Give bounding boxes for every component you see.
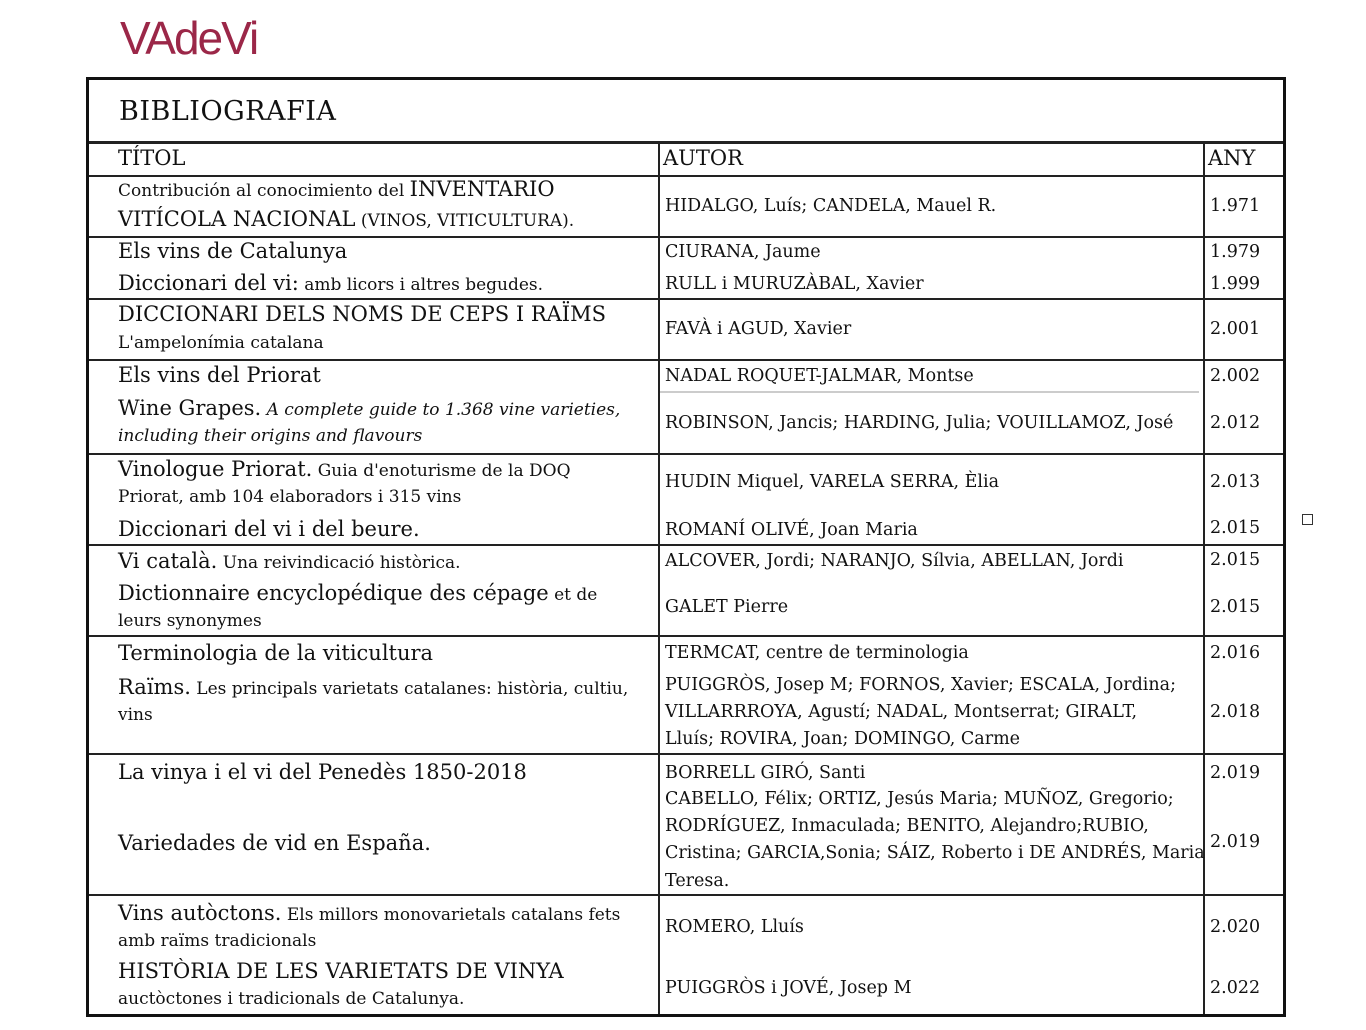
entry-title: Diccionari del vi i del beure. xyxy=(118,517,420,541)
entry-title: HISTÒRIA DE LES VARIETATS DE VINYA xyxy=(118,959,564,983)
entry-year: 1.971 xyxy=(1210,196,1261,216)
entry-subtitle: auctòctones i tradicionals de Catalunya. xyxy=(118,989,465,1009)
entry-title: Els vins de Catalunya xyxy=(118,239,348,263)
entry-author-line: Cristina; GARCIA,Sonia; SÁIZ, Roberto i DE ANDRÉS, Maria xyxy=(665,843,1205,863)
entry-author: FAVÀ i AGUD, Xavier xyxy=(665,319,852,339)
entry-author: HIDALGO, Luís; CANDELA, Mauel R. xyxy=(665,196,997,216)
entry-year: 2.015 xyxy=(1210,518,1261,538)
selection-handle[interactable] xyxy=(1302,514,1313,525)
table-heading: BIBLIOGRAFIA xyxy=(119,96,337,127)
entry-author: PUIGGRÒS i JOVÉ, Josep M xyxy=(665,978,912,998)
entry-author-line: PUIGGRÒS, Josep M; FORNOS, Xavier; ESCALA, Jordina; xyxy=(665,675,1176,695)
entry-author: CIURANA, Jaume xyxy=(665,242,821,262)
entry-title: DICCIONARI DELS NOMS DE CEPS I RAÏMS xyxy=(118,302,606,326)
entry-author-line: Lluís; ROVIRA, Joan; DOMINGO, Carme xyxy=(665,729,1021,749)
entry-year: 1.999 xyxy=(1210,274,1261,294)
entry-subtitle: including their origins and flavours xyxy=(118,426,423,446)
bibliography-table xyxy=(86,77,1286,1017)
row-divider xyxy=(89,544,1283,546)
entry-author-line: RODRÍGUEZ, Inmaculada; BENITO, Alejandro;RUBIO, xyxy=(665,816,1149,836)
entry-subtitle: L'ampelonímia catalana xyxy=(118,333,324,353)
row-divider xyxy=(89,635,1283,637)
entry-subtitle: vins xyxy=(118,705,153,725)
column-header-year: ANY xyxy=(1208,146,1256,170)
column-divider xyxy=(658,142,660,1014)
entry-year: 2.022 xyxy=(1210,978,1261,998)
entry-year: 2.013 xyxy=(1210,472,1261,492)
entry-year: 2.019 xyxy=(1210,832,1261,852)
column-divider xyxy=(1203,142,1205,1014)
entry-year: 2.015 xyxy=(1210,550,1261,570)
entry-year: 2.001 xyxy=(1210,319,1261,339)
vadevi-logo: VAdeVi xyxy=(120,12,258,64)
entry-title: Vinologue Priorat. Guia d'enoturisme de la DOQ xyxy=(118,457,571,481)
row-divider xyxy=(89,298,1283,300)
entry-year: 2.018 xyxy=(1210,702,1261,722)
entry-subtitle: Priorat, amb 104 elaboradors i 315 vins xyxy=(118,487,462,507)
row-divider xyxy=(89,359,1283,361)
entry-title: VITÍCOLA NACIONAL (VINOS, VITICULTURA). xyxy=(118,207,575,231)
entry-author: TERMCAT, centre de terminologia xyxy=(665,643,969,663)
entry-title: Terminologia de la viticultura xyxy=(118,641,434,665)
entry-author-line: Teresa. xyxy=(665,871,730,891)
entry-title: Raïms. Les principals varietats catalanes: història, cultiu, xyxy=(118,675,629,699)
entry-year: 1.979 xyxy=(1210,242,1261,262)
entry-title: Wine Grapes. A complete guide to 1.368 vine varieties, xyxy=(118,396,621,420)
entry-author-line: CABELLO, Félix; ORTIZ, Jesús Maria; MUÑOZ, Gregorio; xyxy=(665,789,1174,809)
column-header-title: TÍTOL xyxy=(118,146,186,170)
entry-title: Diccionari del vi: amb licors i altres begudes. xyxy=(118,271,544,295)
entry-author: NADAL ROQUET-JALMAR, Montse xyxy=(665,366,974,386)
entry-year: 2.012 xyxy=(1210,413,1261,433)
rule-under-heading xyxy=(89,141,1283,144)
row-divider xyxy=(89,453,1283,455)
entry-author: ROMERO, Lluís xyxy=(665,917,804,937)
entry-year: 2.019 xyxy=(1210,763,1261,783)
entry-author: RULL i MURUZÀBAL, Xavier xyxy=(665,274,924,294)
entry-author: ALCOVER, Jordi; NARANJO, Sílvia, ABELLAN, Jordi xyxy=(665,551,1124,571)
entry-subtitle: amb raïms tradicionals xyxy=(118,931,317,951)
entry-title: Contribución al conocimiento del INVENTARIO xyxy=(118,177,555,201)
row-divider-author-only xyxy=(660,391,1199,393)
entry-title: Vins autòctons. Els millors monovarietals catalans fets xyxy=(118,901,621,925)
row-divider xyxy=(89,894,1283,896)
row-divider xyxy=(89,753,1283,755)
entry-author-line: VILLARRROYA, Agustí; NADAL, Montserrat; GIRALT, xyxy=(665,702,1138,722)
entry-title: Dictionnaire encyclopédique des cépage et de xyxy=(118,581,598,605)
entry-year: 2.020 xyxy=(1210,917,1261,937)
entry-author: ROBINSON, Jancis; HARDING, Julia; VOUILLAMOZ, José xyxy=(665,413,1174,433)
entry-title: La vinya i el vi del Penedès 1850-2018 xyxy=(118,760,527,784)
entry-year: 2.015 xyxy=(1210,597,1261,617)
entry-year: 2.016 xyxy=(1210,643,1261,663)
entry-author: ROMANÍ OLIVÉ, Joan Maria xyxy=(665,520,918,540)
row-divider xyxy=(89,236,1283,238)
entry-author: GALET Pierre xyxy=(665,597,789,617)
entry-title: Els vins del Priorat xyxy=(118,363,321,387)
entry-author: BORRELL GIRÓ, Santi xyxy=(665,763,866,783)
entry-year: 2.002 xyxy=(1210,366,1261,386)
column-header-author: AUTOR xyxy=(663,146,743,170)
entry-subtitle: leurs synonymes xyxy=(118,611,262,631)
entry-title: Vi català. Una reivindicació històrica. xyxy=(118,549,461,573)
entry-author: HUDIN Miquel, VARELA SERRA, Èlia xyxy=(665,472,1000,492)
entry-title: Variedades de vid en España. xyxy=(118,831,431,855)
